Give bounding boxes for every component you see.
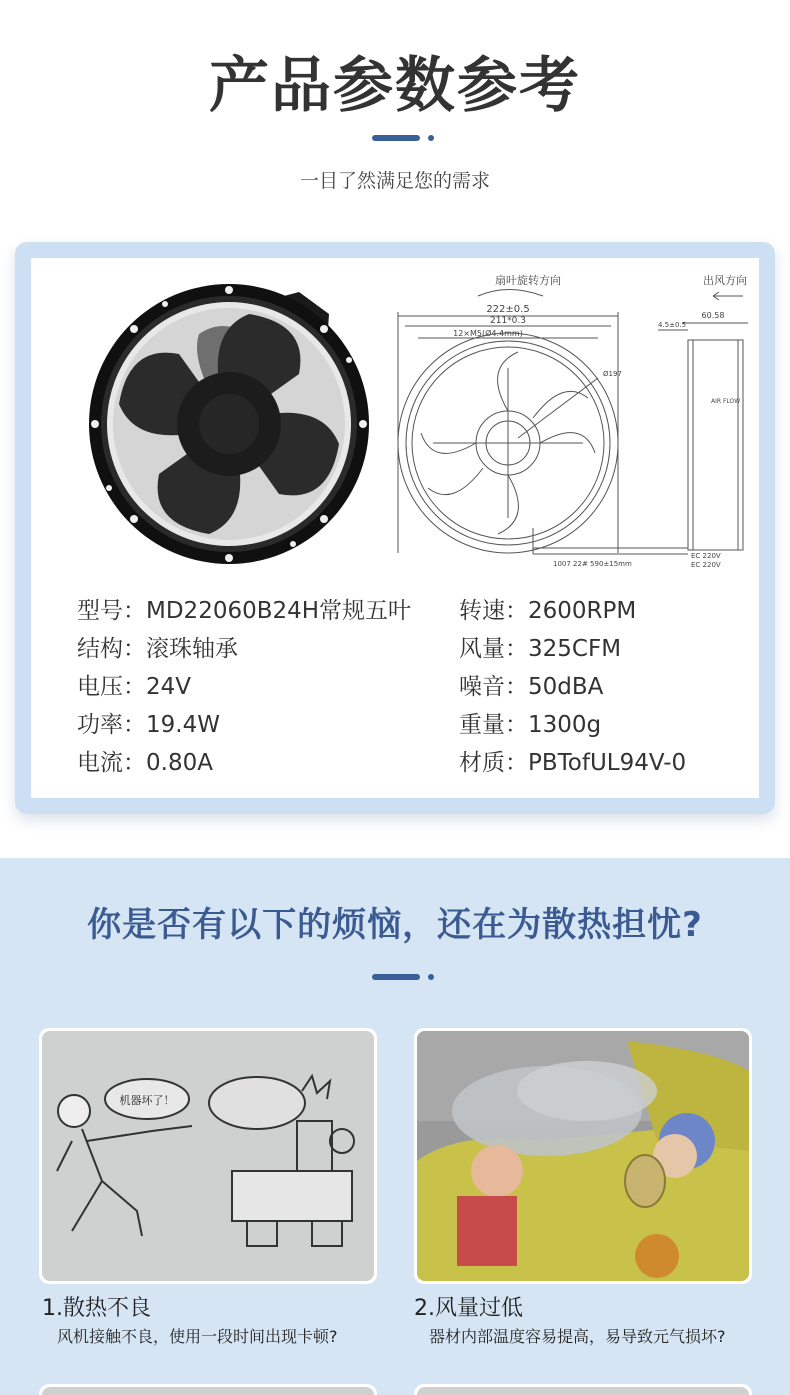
drawing-wire-label-2: EC 220V — [691, 561, 721, 569]
next-image-3-peek — [39, 1384, 377, 1395]
underline-bar — [372, 135, 420, 141]
problem-1-description: 风机接触不良，使用一段时间出现卡顿? — [57, 1327, 338, 1346]
spec-voltage: 电压：24V — [77, 674, 192, 700]
drawing-dim-edge: 4.5±0.5 — [658, 321, 687, 329]
spec-airflow: 风量：325CFM — [459, 636, 622, 662]
spec-power: 功率：19.4W — [77, 712, 220, 738]
spec-model: 型号：MD22060B24H常规五叶 — [77, 598, 412, 624]
product-card-inner — [31, 258, 759, 798]
spec-speed: 转速：2600RPM — [459, 598, 637, 624]
drawing-dim-wire: 1007 22# 590±15mm — [553, 560, 632, 568]
next-image-4-peek — [414, 1384, 752, 1395]
fan-technical-drawing — [393, 268, 755, 578]
underline-bar — [372, 974, 420, 980]
drawing-dim-diameter: Ø197 — [603, 370, 622, 378]
overheating-car-cartoon — [417, 1031, 749, 1281]
drawing-wire-label-1: EC 220V — [691, 552, 721, 560]
drawing-dim-inner: 211*0.3 — [490, 316, 526, 326]
drawing-airflow-label: 出风方向 — [703, 274, 747, 287]
broken-machine-cartoon — [42, 1031, 374, 1281]
drawing-dim-holes: 12×M5(Ø4.4mm) — [453, 329, 523, 338]
spec-material: 材质：PBTofUL94V-0 — [459, 750, 687, 776]
title-underline-decoration-2 — [372, 974, 434, 980]
problem-image-2-frame — [414, 1028, 752, 1284]
drawing-side-text: AIR FLOW — [711, 398, 741, 405]
drawing-dim-depth: 60.58 — [701, 311, 725, 320]
section-title: 产品参数参考 — [209, 51, 581, 121]
cartoon-speech-text: 机器坏了！ — [119, 1094, 175, 1107]
problem-image-1 — [42, 1031, 374, 1281]
product-card — [15, 242, 775, 814]
problem-image-2 — [417, 1031, 749, 1281]
drawing-dim-outer: 222±0.5 — [486, 304, 530, 315]
problem-2-title: 2.风量过低 — [414, 1296, 523, 1321]
fan-product-photo — [79, 274, 379, 574]
underline-dot — [428, 974, 434, 980]
title-underline-decoration — [372, 135, 434, 141]
section-title-2: 你是否有以下的烦恼，还在为散热担忧? — [87, 905, 703, 945]
spec-noise: 噪音：50dBA — [459, 674, 604, 700]
pain-points-section — [0, 858, 790, 1395]
problem-1-title: 1.散热不良 — [42, 1296, 151, 1321]
section-subtitle: 一目了然满足您的需求 — [299, 170, 490, 192]
underline-dot — [428, 135, 434, 141]
spec-structure: 结构：滚珠轴承 — [77, 636, 238, 662]
spec-current: 电流：0.80A — [77, 750, 213, 776]
problem-2-description: 器材内部温度容易提高，易导致元气损坏? — [429, 1327, 726, 1346]
spec-weight: 重量：1300g — [459, 712, 602, 738]
drawing-rotation-label: 扇叶旋转方向 — [495, 274, 561, 287]
problem-image-1-frame — [39, 1028, 377, 1284]
